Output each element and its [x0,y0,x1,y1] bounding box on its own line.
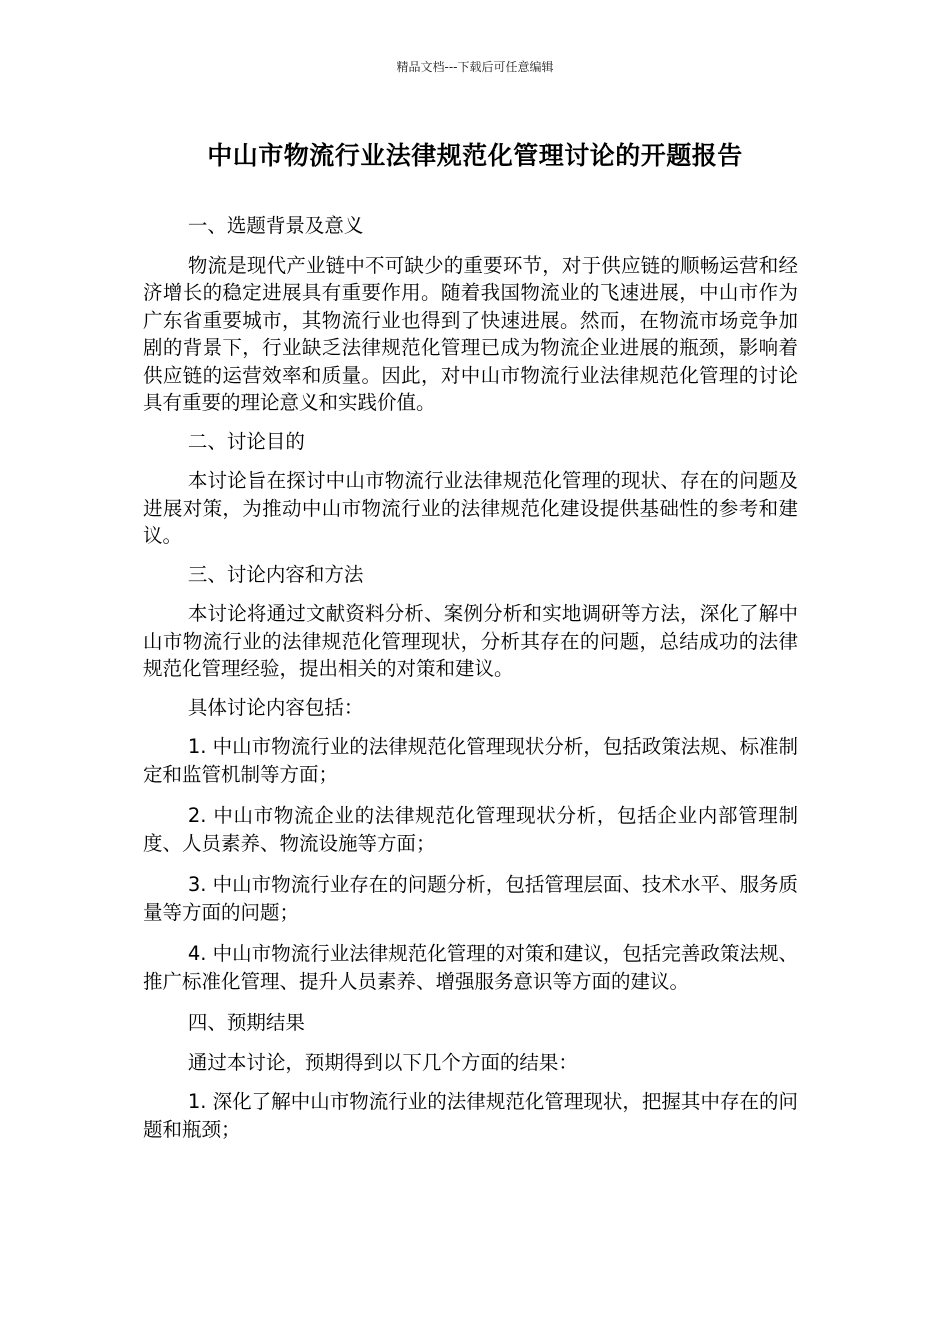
section-heading: 四、预期结果 [187,1011,305,1034]
list-item: 2. 中山市物流企业的法律规范化管理现状分析，包括企业内部管理制度、人员素养、物流设施等方面； [143,804,798,855]
list-intro: 具体讨论内容包括： [187,695,364,719]
paragraph: 本讨论旨在探讨中山市物流行业法律规范化管理的现状、存在的问题及进展对策，为推动中山市物流行业的法律规范化建设提供基础性的参考和建议。 [143,469,798,547]
section-heading: 一、选题背景及意义 [187,214,364,237]
paragraph: 本讨论将通过文献资料分析、案例分析和实地调研等方法，深化了解中山市物流行业的法律规范化管理现状，分析其存在的问题，总结成功的法律规范化管理经验，提出相关的对策和建议。 [143,602,798,680]
section-heading: 三、讨论内容和方法 [187,562,364,586]
list-intro: 通过本讨论，预期得到以下几个方面的结果： [187,1050,578,1074]
header-note: 精品文档---下载后可任意编辑 [396,60,554,74]
document-body [143,212,798,1157]
section-heading: 二、讨论目的 [187,429,305,453]
paragraph: 物流是现代产业链中不可缺少的重要环节，对于供应链的顺畅运营和经济增长的稳定进展具有重要作用。随着我国物流业的飞速进展，中山市作为广东省重要城市，其物流行业也得到了快速进展。然而，在物流市场竞争加剧的背景下，行业缺乏法律规范化管理已成为物流企业进展的瓶颈，影响着供应链的运营效率和质量。因此，对中山市物流行业法律规范化管理的讨论具有重要的理论意义和实践价值。 [143,253,798,414]
list-item: 4. 中山市物流行业法律规范化管理的对策和建议，包括完善政策法规、推广标准化管理、提升人员素养、增强服务意识等方面的建议。 [143,942,798,993]
list-item: 1. 深化了解中山市物流行业的法律规范化管理现状，把握其中存在的问题和瓶颈； [143,1090,798,1141]
list-item: 1. 中山市物流行业的法律规范化管理现状分析，包括政策法规、标准制定和监管机制等方面； [143,735,798,786]
document-title: 中山市物流行业法律规范化管理讨论的开题报告 [207,141,743,170]
list-item: 3. 中山市物流行业存在的问题分析，包括管理层面、技术水平、服务质量等方面的问题； [143,873,798,924]
